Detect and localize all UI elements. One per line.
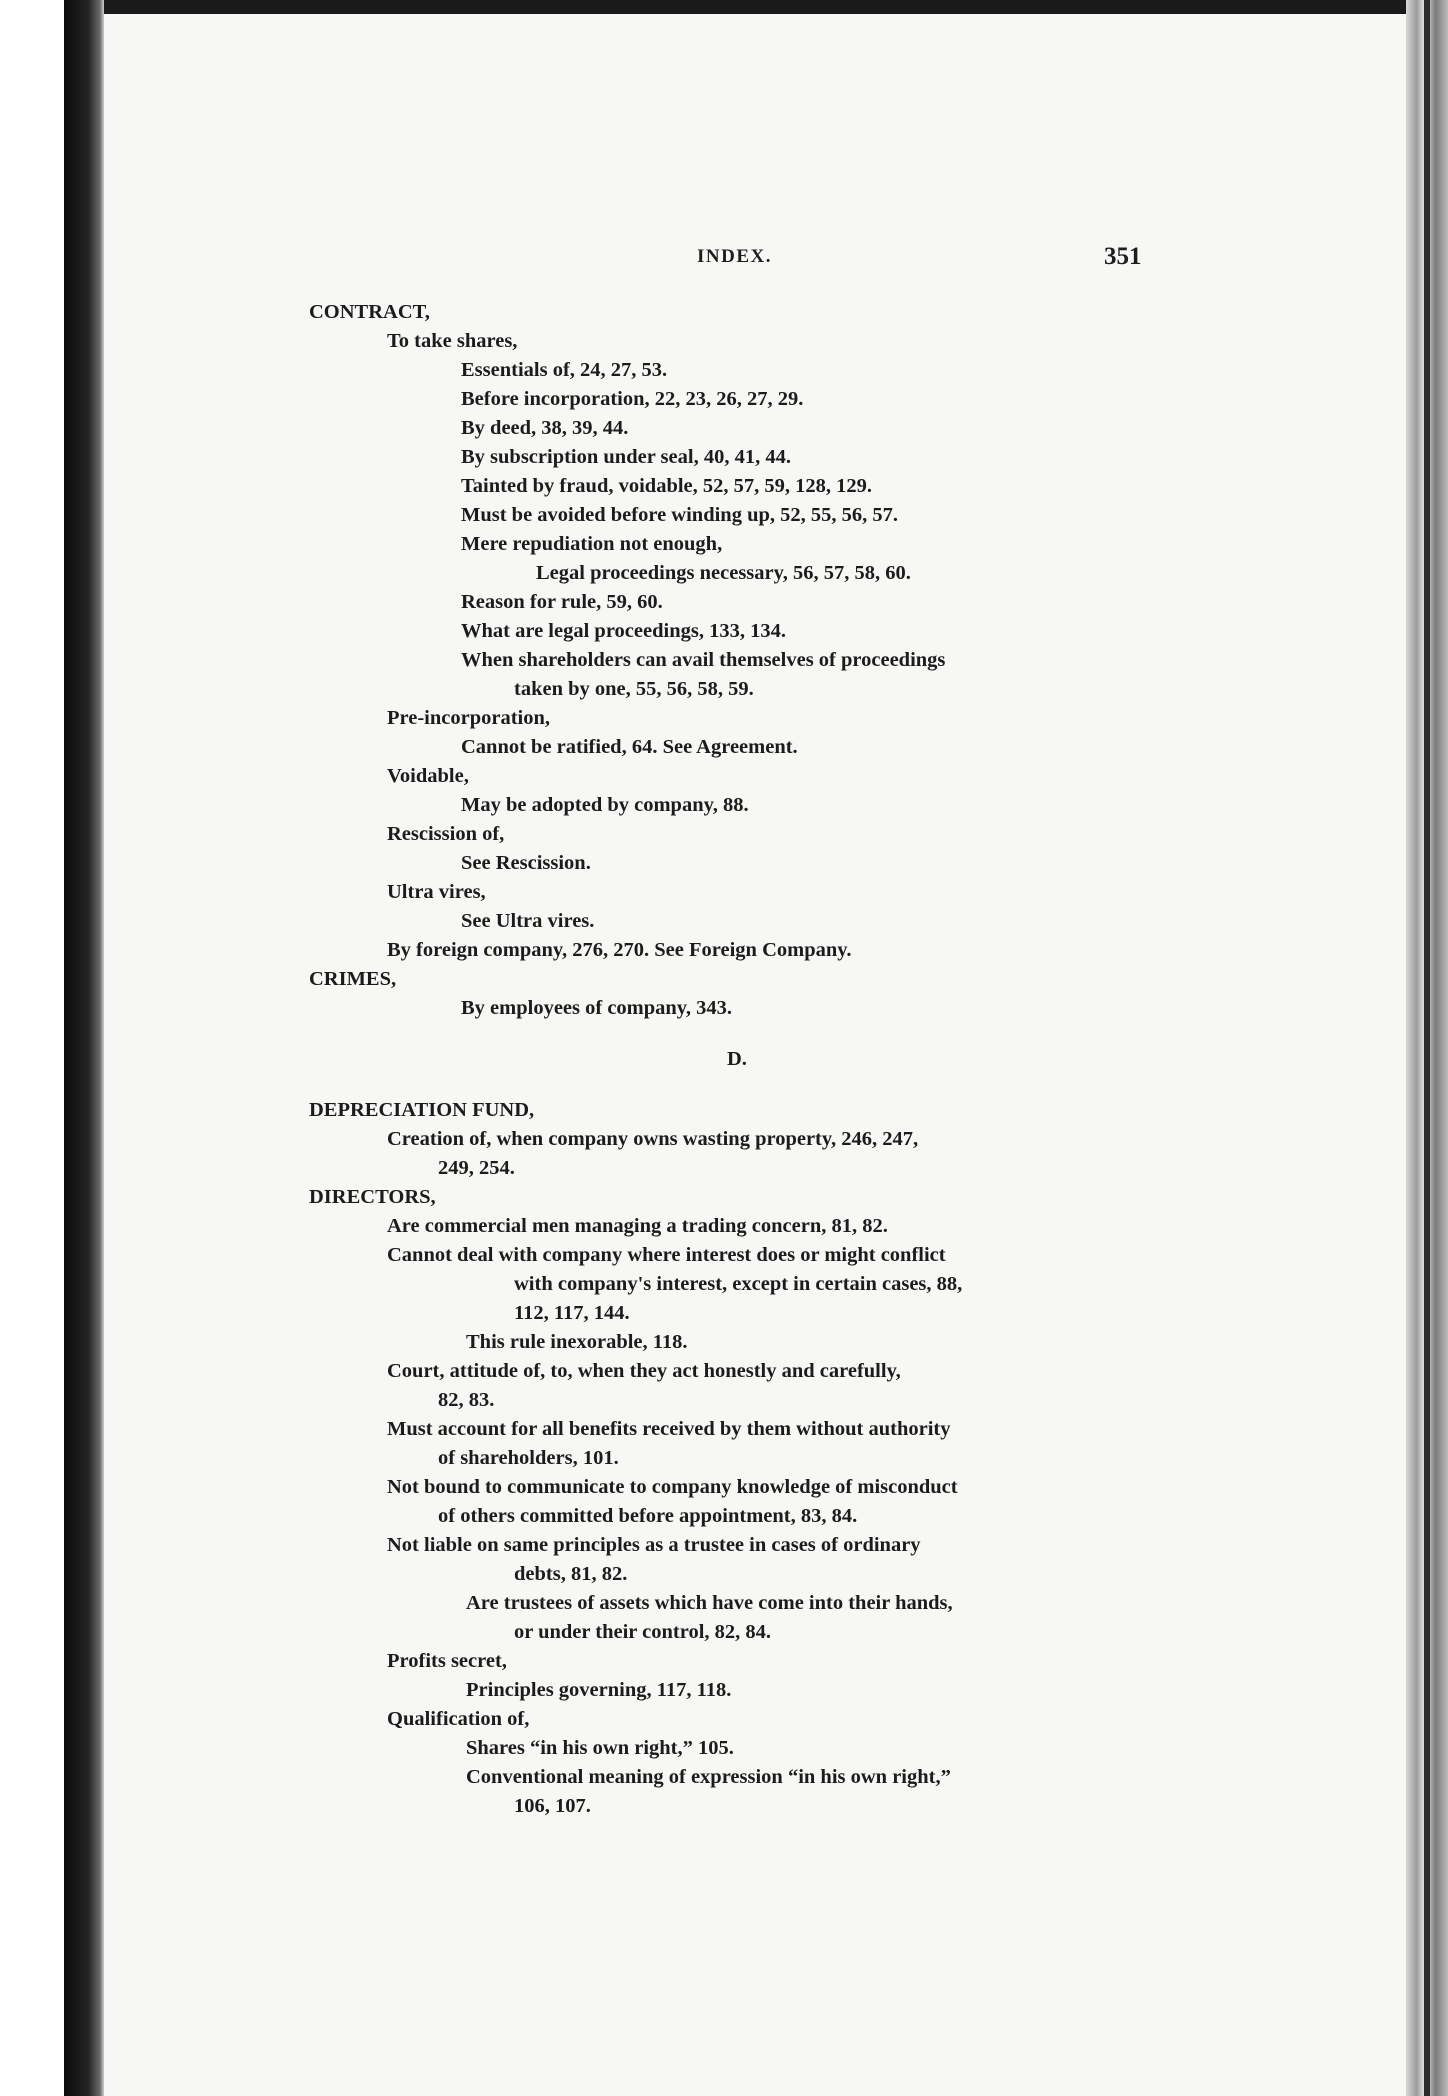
page-edge-line	[1424, 0, 1430, 2096]
index-subsubentry: By employees of company, 343.	[461, 997, 733, 1019]
section-spacer	[104, 1023, 1406, 1045]
index-subsubentry: Are trustees of assets which have come into their hands,	[466, 1592, 953, 1614]
index-subsubentry: Tainted by fraud, voidable, 52, 57, 59, 128, 129.	[461, 475, 873, 497]
section-letter-heading: D.	[727, 1048, 747, 1070]
index-continuation: 82, 83.	[438, 1389, 495, 1411]
index-subentry: Not bound to communicate to company knowledge of misconduct	[387, 1476, 958, 1498]
index-subentry: Pre-incorporation,	[387, 707, 551, 729]
scan-top-border	[0, 0, 1448, 14]
index-subentry: Ultra vires,	[387, 881, 486, 903]
index-subsubentry: What are legal proceedings, 133, 134.	[461, 620, 786, 642]
index-subsubentry: May be adopted by company, 88.	[461, 794, 749, 816]
index-continuation: 106, 107.	[514, 1795, 591, 1817]
index-subentry: Qualification of,	[387, 1708, 530, 1730]
index-heading: DIRECTORS,	[309, 1186, 436, 1208]
index-subentry: Profits secret,	[387, 1650, 507, 1672]
index-continuation: taken by one, 55, 56, 58, 59.	[514, 678, 754, 700]
book-page	[104, 14, 1406, 2096]
index-subsubentry: Principles governing, 117, 118.	[466, 1679, 732, 1701]
index-subentry: By foreign company, 276, 270. See Foreign Company.	[387, 939, 852, 961]
index-subsubentry: Cannot be ratified, 64. See Agreement.	[461, 736, 798, 758]
index-subentry: Must account for all benefits received by them without authority	[387, 1418, 951, 1440]
index-heading: DEPRECIATION FUND,	[309, 1099, 535, 1121]
index-subentry: Cannot deal with company where interest does or might conflict	[387, 1244, 946, 1266]
index-subsubentry: See Ultra vires.	[461, 910, 595, 932]
index-subentry: Creation of, when company owns wasting property, 246, 247,	[387, 1128, 919, 1150]
index-continuation: debts, 81, 82.	[514, 1563, 628, 1585]
scan-left-margin	[0, 0, 64, 2096]
index-fourth-level-entry: Legal proceedings necessary, 56, 57, 58, 60.	[536, 562, 911, 584]
index-subentry: To take shares,	[387, 330, 518, 352]
running-head-title: INDEX.	[697, 246, 772, 267]
index-entries	[104, 298, 1406, 1821]
index-subentry: Are commercial men managing a trading concern, 81, 82.	[387, 1215, 888, 1237]
index-subsubentry: This rule inexorable, 118.	[466, 1331, 688, 1353]
index-continuation: 112, 117, 144.	[514, 1302, 630, 1324]
index-continuation: of others committed before appointment, 83, 84.	[438, 1505, 858, 1527]
index-subsubentry: Essentials of, 24, 27, 53.	[461, 359, 668, 381]
index-heading: CONTRACT,	[309, 301, 430, 323]
index-continuation: 249, 254.	[438, 1157, 515, 1179]
index-heading: CRIMES,	[309, 968, 397, 990]
index-subentry: Voidable,	[387, 765, 469, 787]
index-continuation: with company's interest, except in certain cases, 88,	[514, 1273, 963, 1295]
index-subentry: Rescission of,	[387, 823, 505, 845]
index-subsubentry: When shareholders can avail themselves of proceedings	[461, 649, 946, 671]
index-continuation: of shareholders, 101.	[438, 1447, 619, 1469]
index-subsubentry: Conventional meaning of expression “in his own right,”	[466, 1766, 951, 1788]
index-subsubentry: Shares “in his own right,” 105.	[466, 1737, 734, 1759]
index-subentry: Not liable on same principles as a trustee in cases of ordinary	[387, 1534, 921, 1556]
index-subsubentry: By subscription under seal, 40, 41, 44.	[461, 446, 791, 468]
index-subsubentry: Reason for rule, 59, 60.	[461, 591, 663, 613]
index-subsubentry: See Rescission.	[461, 852, 591, 874]
page-number: 351	[1104, 243, 1142, 270]
index-subsubentry: Before incorporation, 22, 23, 26, 27, 29.	[461, 388, 804, 410]
index-subentry: Court, attitude of, to, when they act honestly and carefully,	[387, 1360, 901, 1382]
book-spine-shadow	[64, 0, 104, 2096]
index-continuation: or under their control, 82, 84.	[514, 1621, 772, 1643]
index-subsubentry: By deed, 38, 39, 44.	[461, 417, 629, 439]
index-subsubentry: Must be avoided before winding up, 52, 55, 56, 57.	[461, 504, 899, 526]
section-spacer	[104, 1074, 1406, 1096]
index-subsubentry: Mere repudiation not enough,	[461, 533, 723, 555]
